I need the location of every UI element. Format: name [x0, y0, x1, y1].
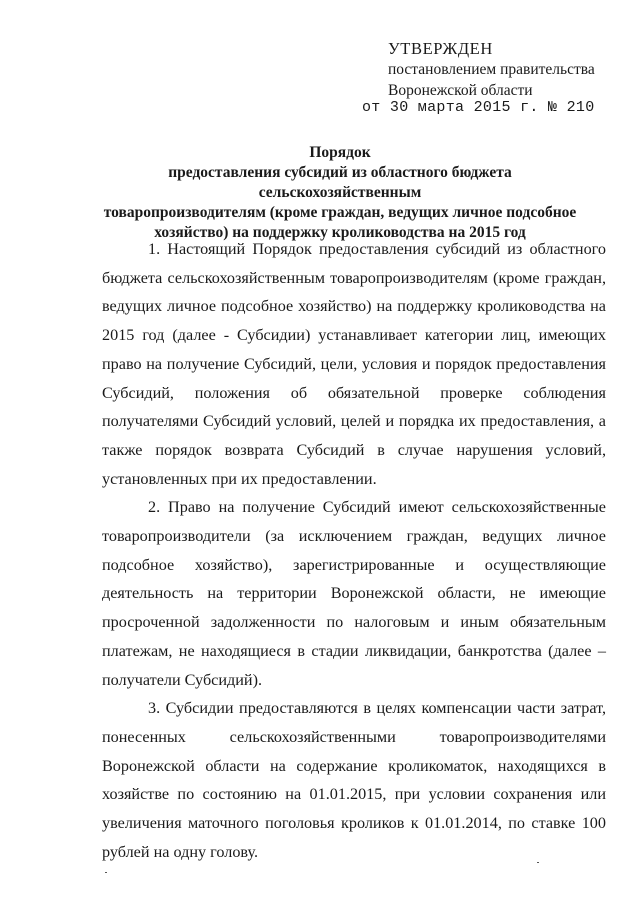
title-line-4: хозяйство) на поддержку кролиководства на 2015 год: [154, 224, 526, 241]
scan-speck: [105, 872, 107, 873]
approval-title: УТВЕРЖДЕН: [388, 39, 493, 58]
title-line-2: предоставления субсидий из областного бюджета сельскохозяйственным: [168, 164, 512, 201]
document-body: [102, 235, 606, 866]
title-line-3: товаропроизводителям (кроме граждан, ведущих личное подсобное: [103, 204, 577, 221]
paragraph-3: 3. Субсидии предоставляются в целях компенсации части затрат, понесенных сельскохозяйственными товаропроизводителями Воронежской области на содержание кроликоматок, находящихся в хозяйстве по состоянию на 01.01.2015, при условии сохранения или увеличения маточного поголовья кроликов к 01.01.2014, по ставке 100 рублей на одну голову.: [102, 699, 606, 861]
scan-speck: [537, 862, 539, 863]
title-line-1: Порядок: [309, 144, 371, 161]
document-title: [100, 143, 580, 243]
paragraph-2: 2. Право на получение Субсидий имеют сельскохозяйственные товаропроизводители (за исключением граждан, ведущих личное подсобное хозяйство), зарегистрированные и осуществляющие деятельность на территории Воронежской области, не имеющие просроченной задолженности по налоговым и иным обязательным платежам, не находящиеся в стадии ликвидации, банкротства (далее – получатели Субсидий).: [102, 498, 606, 689]
paragraph-1: 1. Настоящий Порядок предоставления субсидий из областного бюджета сельскохозяйственным товаропроизводителям (кроме граждан, ведущих личное подсобное хозяйство) на поддержку кролиководства на 2015 год (далее - Субсидии) устанавливает категории лиц, имеющих право на получение Субсидий, цели, условия и порядок предоставления Субсидий, положения об обязательной проверке соблюдения получателями Субсидий условий, целей и порядка их предоставления, а также порядок возврата Субсидий в случае нарушения условий, установленных при их предоставлении.: [102, 240, 606, 488]
approval-block: [388, 38, 595, 101]
approval-line-1: постановлением правительства: [388, 61, 595, 78]
approval-line-2: Воронежской области: [388, 82, 533, 99]
date-number-stamp: от 30 марта 2015 г. № 210: [362, 99, 595, 116]
